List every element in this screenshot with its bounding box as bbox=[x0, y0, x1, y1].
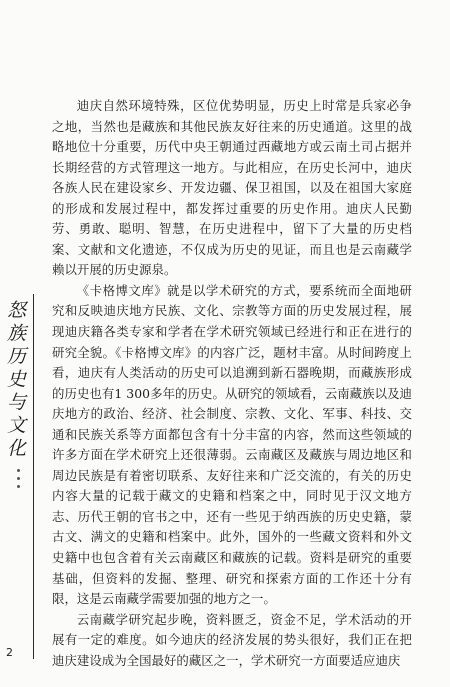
running-section-title: 怒族历史与文化 bbox=[4, 300, 26, 461]
side-decoration-dots bbox=[8, 464, 28, 493]
paragraph-2: 《卡格博文库》就是以学术研究的方式，要系统而全面地研究和反映迪庆地方民族、文化、宗教等方面的历史发展过程，展现迪庆籍各类专家和学者在学术研究领域已经进行和正在进行的研究全貌。《卡格博文库》的内容广泛，题材丰富。从时间跨度上看，迪庆有人类活动的历史可以追溯到新石器晚期，而藏族形成的历史也有1 300多年的历史。从研究的领域看，云南藏族以及迪庆地方的政治、经济、社会制度、宗教、文化、军事、科技、交通和民族关系等方面都包含有十分丰富的内容，然而这些领域的许多方面在学术研究上还很薄弱。云南藏区及藏族与周边地区和周边民族是有着密切联系、友好往来和广泛交流的，有关的历史内容大量的记载于藏文的史籍和档案之中，同时见于汉文地方志、历代王朝的官书之中，还有一些见于纳西族的历史史籍，蒙古文、满文的史籍和档案中。此外，国外的一些藏文资料和外文史籍中也包含着有关云南藏区和藏族的记载。资料是研究的重要基础，但资料的发掘、整理、研究和探索方面的工作还十分有限，这是云南藏学需要加强的地方之一。 bbox=[52, 282, 412, 607]
paragraph-1: 迪庆自然环境特殊，区位优势明显，历史上时常是兵家必争之地，当然也是藏族和其他民族友好往来的历史通道。这里的战略地位十分重要，历代中央王朝通过西藏地方或云南土司占据并长期经营的方式管理这一地方。与此相应，在历史长河中，迪庆各族人民在建设家乡、开发边疆、保卫祖国，以及在祖国大家庭的形成和发展过程中，都发挥过重要的历史作用。迪庆人民勤劳、勇敢、聪明、智慧，在历史进程中，留下了大量的历史档案、文献和文化遗迹，不仅成为历史的见证，而且也是云南藏学赖以开展的历史源泉。 bbox=[52, 98, 412, 278]
paragraph-3: 云南藏学研究起步晚，资料匮乏，资金不足，学术活动的开展有一定的难度。如今迪庆的经济发展的势头很好，我们正在把迪庆建设成为全国最好的藏区之一，学术研究一方面要适应迪庆 bbox=[52, 611, 412, 668]
body-text bbox=[52, 96, 412, 671]
page-number: 2 bbox=[6, 646, 13, 659]
